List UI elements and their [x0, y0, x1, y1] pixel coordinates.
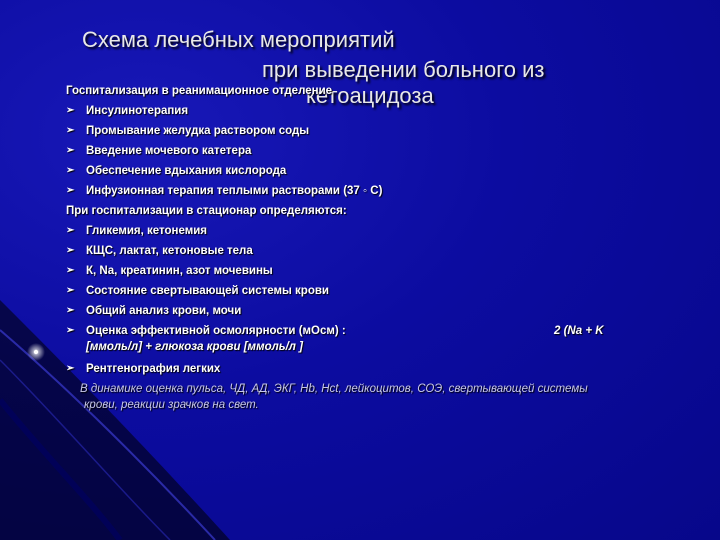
slide-body [66, 81, 686, 413]
title-line-3: кетоацидоза [306, 83, 434, 108]
osmolarity-formula-part2: [ммоль/л] + глюкоза крови [ммоль/л ] [86, 341, 303, 353]
arrowhead-bullet-icon: ➢ [66, 165, 75, 176]
arrowhead-bullet-icon: ➢ [66, 105, 75, 116]
hospitalization-heading: Госпитализация в реанимационное отделение [66, 85, 333, 97]
note-line-1: В динамике оценка пульса, ЧД, АД, ЭКГ, Hb, Hct, лейкоцитов, СОЭ, свертывающей системы [80, 383, 588, 395]
osmolarity-label: Оценка эффективной осмолярности (мОсм) : [86, 325, 346, 337]
arrowhead-bullet-icon: ➢ [66, 305, 75, 316]
list-item: ➢ Промывание желудка раствором соды [66, 121, 686, 141]
osmolarity-item [66, 321, 686, 359]
list-item: ➢ Инсулинотерапия [66, 101, 686, 121]
osmolarity-formula-part1: 2 (Na + K [554, 325, 604, 337]
list-item: ➢ КЩС, лактат, кетоновые тела [66, 241, 686, 261]
arrowhead-bullet-icon: ➢ [66, 325, 75, 336]
list-item: ➢ Общий анализ крови, мочи [66, 301, 686, 321]
arrowhead-bullet-icon: ➢ [66, 363, 75, 374]
list-item: ➢ К, Na, креатинин, азот мочевины [66, 261, 686, 281]
arrowhead-bullet-icon: ➢ [66, 145, 75, 156]
list-item: ➢ Введение мочевого катетера [66, 141, 686, 161]
arrowhead-bullet-icon: ➢ [66, 265, 75, 276]
list-item: ➢ Состояние свертывающей системы крови [66, 281, 686, 301]
arrowhead-bullet-icon: ➢ [66, 125, 75, 136]
title-line-1: Схема лечебных мероприятий [82, 27, 395, 52]
title-line-2: при выведении больного из [262, 57, 545, 82]
arrowhead-bullet-icon: ➢ [66, 185, 75, 196]
arrowhead-bullet-icon: ➢ [66, 285, 75, 296]
list-item: ➢ Инфузионная терапия теплыми растворами (37 ◦ С) [66, 181, 686, 201]
arrowhead-bullet-icon: ➢ [66, 245, 75, 256]
monitoring-note [80, 381, 680, 413]
list-item: ➢ Рентгенография легких [66, 359, 686, 379]
note-line-2: крови, реакции зрачков на свет. [84, 399, 259, 411]
arrowhead-bullet-icon: ➢ [66, 225, 75, 236]
diagnostics-heading: При госпитализации в стационар определяются: [66, 205, 347, 217]
list-item: ➢ Обеспечение вдыхания кислорода [66, 161, 686, 181]
list-item: ➢ Гликемия, кетонемия [66, 221, 686, 241]
